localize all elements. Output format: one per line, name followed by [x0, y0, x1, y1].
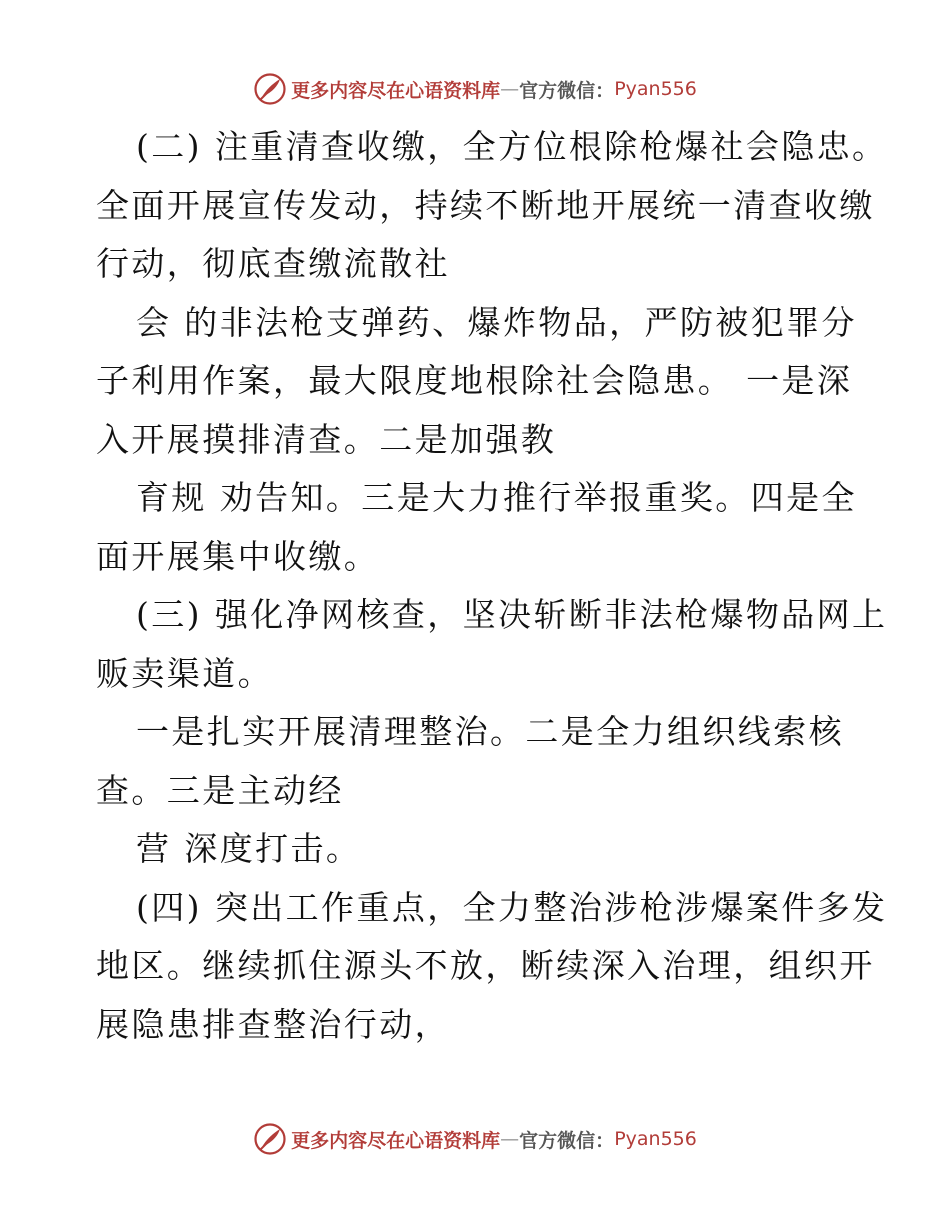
text-line: (二) 注重清查收缴，全方位根除枪爆社会隐忠。 [136, 127, 888, 166]
paragraph-section-4-heading [96, 879, 888, 1055]
text-line: 全面开展宣传发动，持续不断地开展统一清查收缴 [96, 185, 875, 225]
paragraph-section-3-body [96, 703, 856, 820]
feather-quill-logo-icon [253, 1122, 287, 1156]
watermark-official-label: 官方微信： [519, 1129, 615, 1152]
watermark-brand-text: 更多内容尽在心语资料库 [291, 79, 501, 102]
watermark-dash: — [500, 1128, 520, 1150]
text-line: 营 深度打击。 [136, 829, 362, 868]
watermark-wechat-id: Pyan556 [614, 1128, 697, 1150]
text-line: (三) 强化净网核查，坚决斩断非法枪爆物品网上 [136, 595, 888, 634]
watermark-brand-text: 更多内容尽在心语资料库 [291, 1129, 501, 1152]
text-line: (四) 突出工作重点，全力整治涉枪涉爆案件多发 [136, 887, 888, 927]
text-line: 入开展摸排清查。二是加强教 [96, 419, 557, 459]
header-watermark [0, 72, 950, 106]
paragraph-section-3-tail [96, 820, 856, 879]
text-line: 一是扎实开展清理整治。二是全力组织线索核 [136, 712, 844, 751]
text-line: 展隐患排查整治行动， [96, 1004, 450, 1044]
paragraph-section-2-measures [96, 469, 856, 586]
text-line: 育规 劝告知。三是大力推行举报重奖。四是全 [136, 478, 857, 517]
watermark-official-label: 官方微信： [519, 79, 615, 102]
text-line: 贩卖渠道。 [96, 653, 273, 693]
paragraph-section-2-heading [96, 118, 888, 294]
text-line: 会 的非法枪支弹药、爆炸物品，严防被犯罪分 [136, 302, 857, 342]
text-line: 面开展集中收缴。 [96, 536, 380, 576]
text-line: 子利用作案，最大限度地根除社会隐患。 一是深 [96, 361, 853, 400]
watermark-dash: — [500, 78, 520, 100]
text-line: 行动，彻底查缴流散社 [96, 244, 450, 283]
paragraph-section-2-body [96, 294, 856, 470]
text-line: 查。三是主动经 [96, 770, 344, 810]
feather-quill-logo-icon [253, 72, 287, 106]
paragraph-section-3-heading [96, 586, 888, 703]
document-body [96, 118, 888, 1054]
footer-watermark [0, 1122, 950, 1156]
watermark-wechat-id: Pyan556 [614, 78, 697, 100]
text-line: 地区。继续抓住源头不放，断续深入治理，组织开 [96, 946, 875, 985]
